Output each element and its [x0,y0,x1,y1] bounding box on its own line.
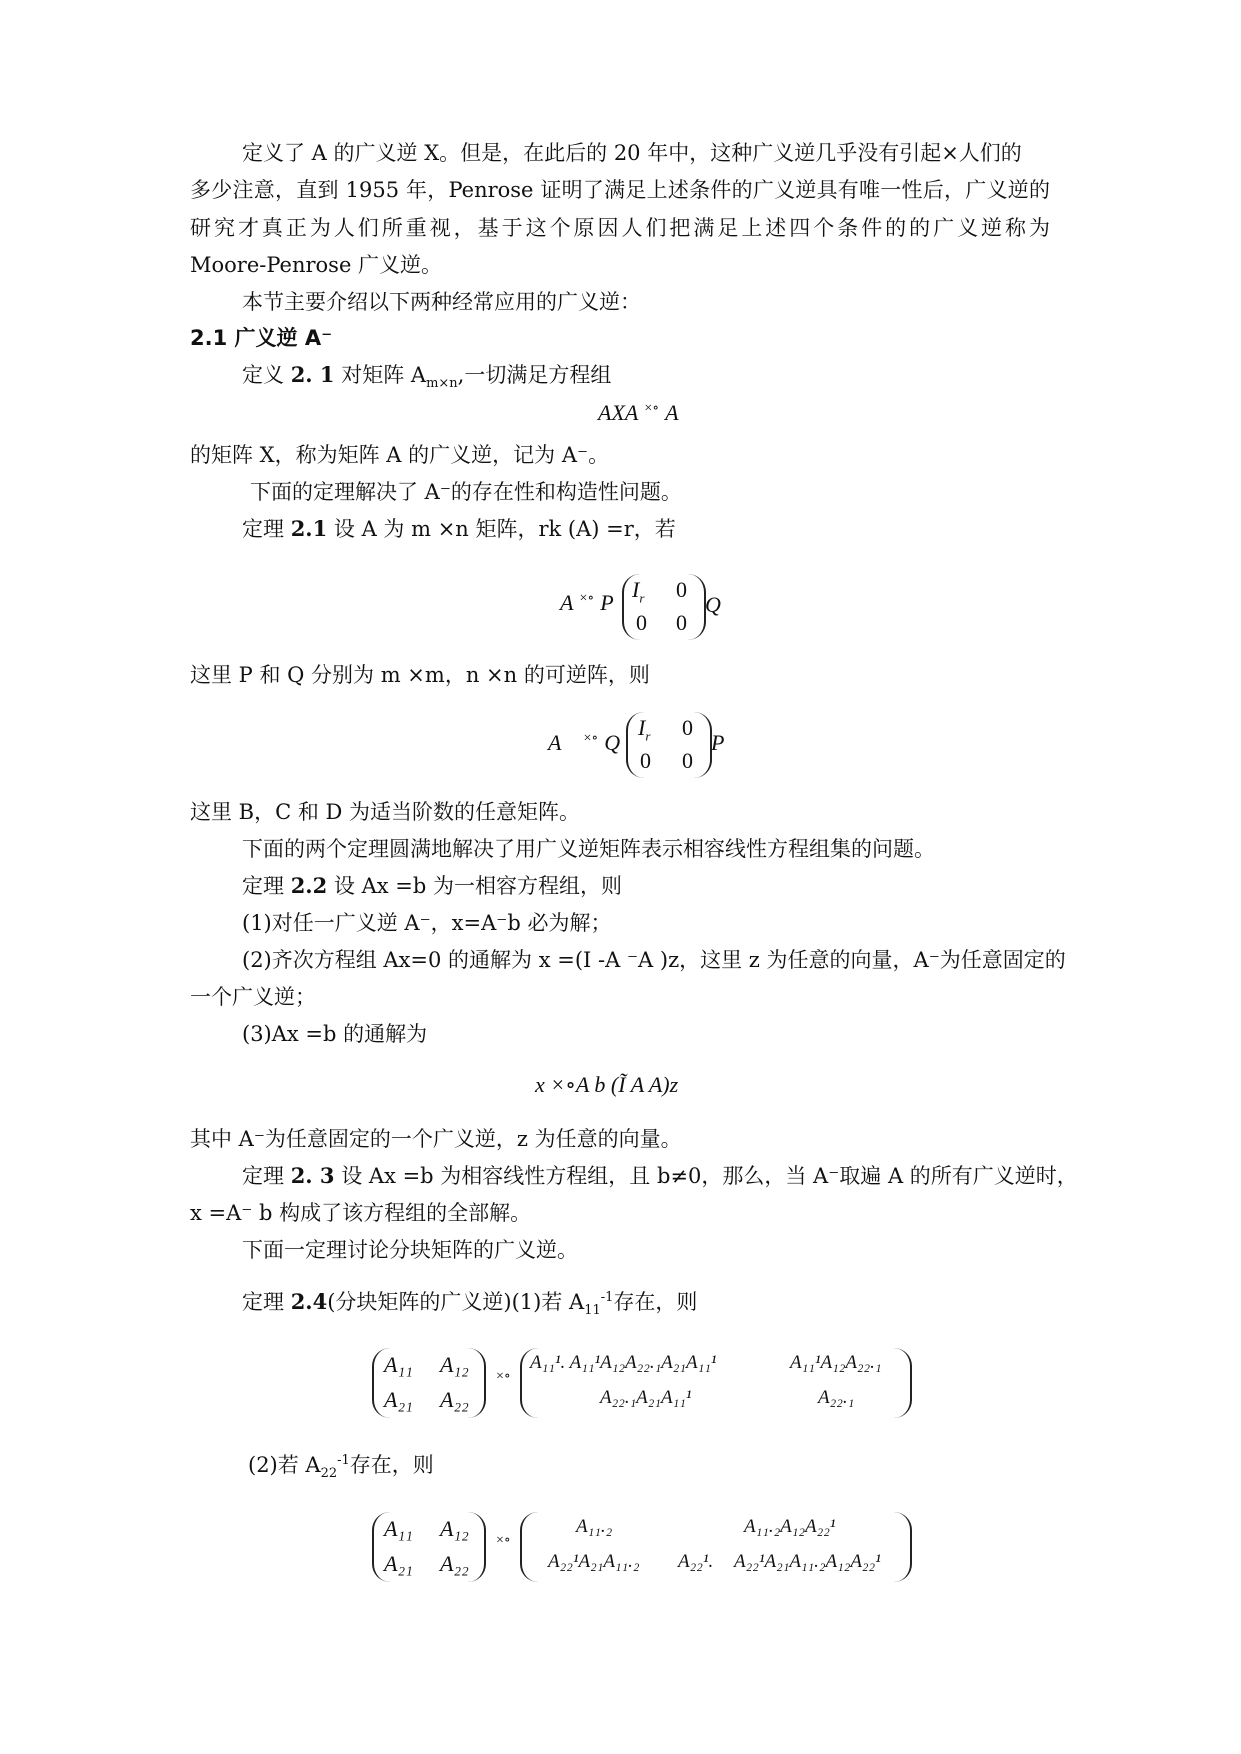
matrix-cell: A₂₂ [440,1551,469,1576]
matrix-cell: A₂₂ [440,1387,469,1412]
eq-lhs: A [548,730,562,755]
text: 设 A 为 m ×n 矩阵，rk (A) =r，若 [327,517,676,541]
list-item: (3)Ax =b 的通解为 [242,1022,428,1046]
matrix-cell: A₂₁ [384,1551,413,1576]
subscript: 11 [584,1303,601,1319]
paragraph-line: 研究才真正为人们所重视，基于这个原因人们把满足上述四个条件的的广义逆称为 [190,216,1050,240]
eq-p: P [600,590,614,615]
theorem-line [242,1161,1078,1191]
theorem-number: 2. 3 [290,1163,335,1188]
paragraph-line: 本节主要介绍以下两种经常应用的广义逆： [242,290,641,314]
matrix-cell: A₁₁.₂A₁₂A₂₂¹ [744,1516,836,1537]
eq-rhs: A [665,400,679,425]
equation-4: x ×∘A b (Ĩ A A)z [535,1072,679,1097]
definition-number: 2. 1 [290,362,335,387]
eq-symbol: ×∘ [496,1533,511,1548]
matrix-cell: A₂₂¹A₂₁A₁₁.₂ [548,1551,640,1572]
theorem-number: 2.1 [290,516,328,541]
theorem-line [242,514,676,544]
eq-p: P [711,730,725,755]
paragraph-line: Moore-Penrose 广义逆。 [190,253,443,277]
equation-3-lhs [548,730,620,756]
matrix-cell: 0 [676,577,687,602]
text: 设 Ax =b 为一相容方程组，则 [327,874,622,898]
matrix-cell: A₂₁ [384,1387,413,1412]
matrix-cell: A₁₁ [384,1352,413,1377]
text: 对矩阵 A [334,363,427,387]
paragraph-line: 多少注意，直到 1955 年，Penrose 证明了满足上述条件的广义逆具有唯一性后，广义逆的 [190,178,1050,202]
eq-q: Q [604,730,621,755]
paragraph-line: 这里 P 和 Q 分别为 m ×m，n ×n 的可逆阵，则 [190,663,650,687]
eq-symbol: ×∘ [644,401,660,416]
text: 存在，则 [349,1453,434,1477]
label: 定理 [242,517,291,541]
matrix-cell: A₁₁¹. A₁₁¹A₁₂A₂₂.₁A₂₁A₁₁¹ [530,1352,717,1373]
text: 存在，则 [613,1290,698,1314]
paragraph-line: 其中 A⁻为任意固定的一个广义逆，z 为任意的向量。 [190,1127,682,1151]
theorem-number: 2.2 [290,873,328,898]
theorem-line [242,871,622,901]
list-item: (1)对任一广义逆 A⁻，x=A⁻b 必为解； [242,911,612,935]
superscript: -1 [337,1453,350,1468]
matrix-cell: A₁₁ [384,1516,413,1541]
paragraph-line: 的矩阵 X，称为矩阵 A 的广义逆，记为 A⁻。 [190,443,610,467]
list-item-continuation: 一个广义逆； [190,985,316,1009]
superscript: -1 [600,1290,614,1305]
matrix-cell: A₂₂.₁ [818,1387,855,1408]
matrix-cell: $I_r$ [632,577,645,606]
matrix-cell: 0 [636,610,647,635]
definition-line [242,360,611,399]
matrix-cell: 0 [640,748,651,773]
equation-2-lhs [560,590,614,616]
text: ,一切满足方程组 [457,363,612,387]
matrix-cell: A₁₂ [440,1516,469,1541]
theorem-line [242,1283,697,1326]
paragraph-line: 下面的两个定理圆满地解决了用广义逆矩阵表示相容线性方程组集的问题。 [242,837,935,861]
eq-symbol: ×∘ [496,1369,511,1384]
eq-lhs: AXA [598,400,639,425]
text: (分块矩阵的广义逆)(1)若 A [327,1290,585,1314]
label: 定义 [242,363,291,387]
theorem-number: 2.4 [290,1289,328,1314]
paragraph-line: 下面的定理解决了 A⁻的存在性和构造性问题。 [250,480,682,504]
text: (2)若 A [248,1453,321,1477]
label: 定理 [242,1290,291,1314]
paragraph-line: 下面一定理讨论分块矩阵的广义逆。 [242,1238,578,1262]
matrix-cell: A₁₂ [440,1352,469,1377]
matrix-cell: A₂₂¹A₂₁A₁₁.₂A₁₂A₂₂¹ [734,1551,881,1572]
paragraph-line: 定义了 A 的广义逆 X。但是，在此后的 20 年中，这种广义逆几乎没有引起×人们的 [242,141,1022,165]
section-heading: 2.1 广义逆 A⁻ [190,326,333,350]
paragraph-line: x =A⁻ b 构成了该方程组的全部解。 [190,1201,532,1225]
matrix-cell: A₂₂¹. [678,1551,714,1572]
matrix-cell: A₁₁.₂ [576,1516,613,1537]
subscript: m×n [426,376,458,392]
eq-lhs: A [560,590,574,615]
matrix-cell: 0 [682,748,693,773]
matrix-cell: A₂₂.₁A₂₁A₁₁¹ [600,1387,692,1408]
matrix-cell: 0 [682,715,693,740]
label: 定理 [242,874,291,898]
subscript: 22 [320,1466,338,1482]
theorem-part [248,1446,434,1489]
text: 设 Ax =b 为相容线性方程组，且 b≠0，那么，当 A⁻取遍 A 的所有广义逆时， [334,1164,1078,1188]
paragraph-line: 这里 B，C 和 D 为适当阶数的任意矩阵。 [190,800,581,824]
eq-symbol: ×∘ [579,591,595,606]
label: 定理 [242,1164,291,1188]
matrix-cell: A₁₁¹A₁₂A₂₂.₁ [790,1352,882,1373]
eq-q: Q [705,592,721,617]
matrix-cell: 0 [676,610,687,635]
matrix-cell: $I_r$ [638,715,651,744]
eq-symbol: ×∘ [583,731,599,746]
equation-1 [598,400,679,426]
list-item: (2)齐次方程组 Ax=0 的通解为 x =(I -A ⁻A )z，这里 z 为任意的向量，A⁻为任意固定的 [242,948,1066,972]
